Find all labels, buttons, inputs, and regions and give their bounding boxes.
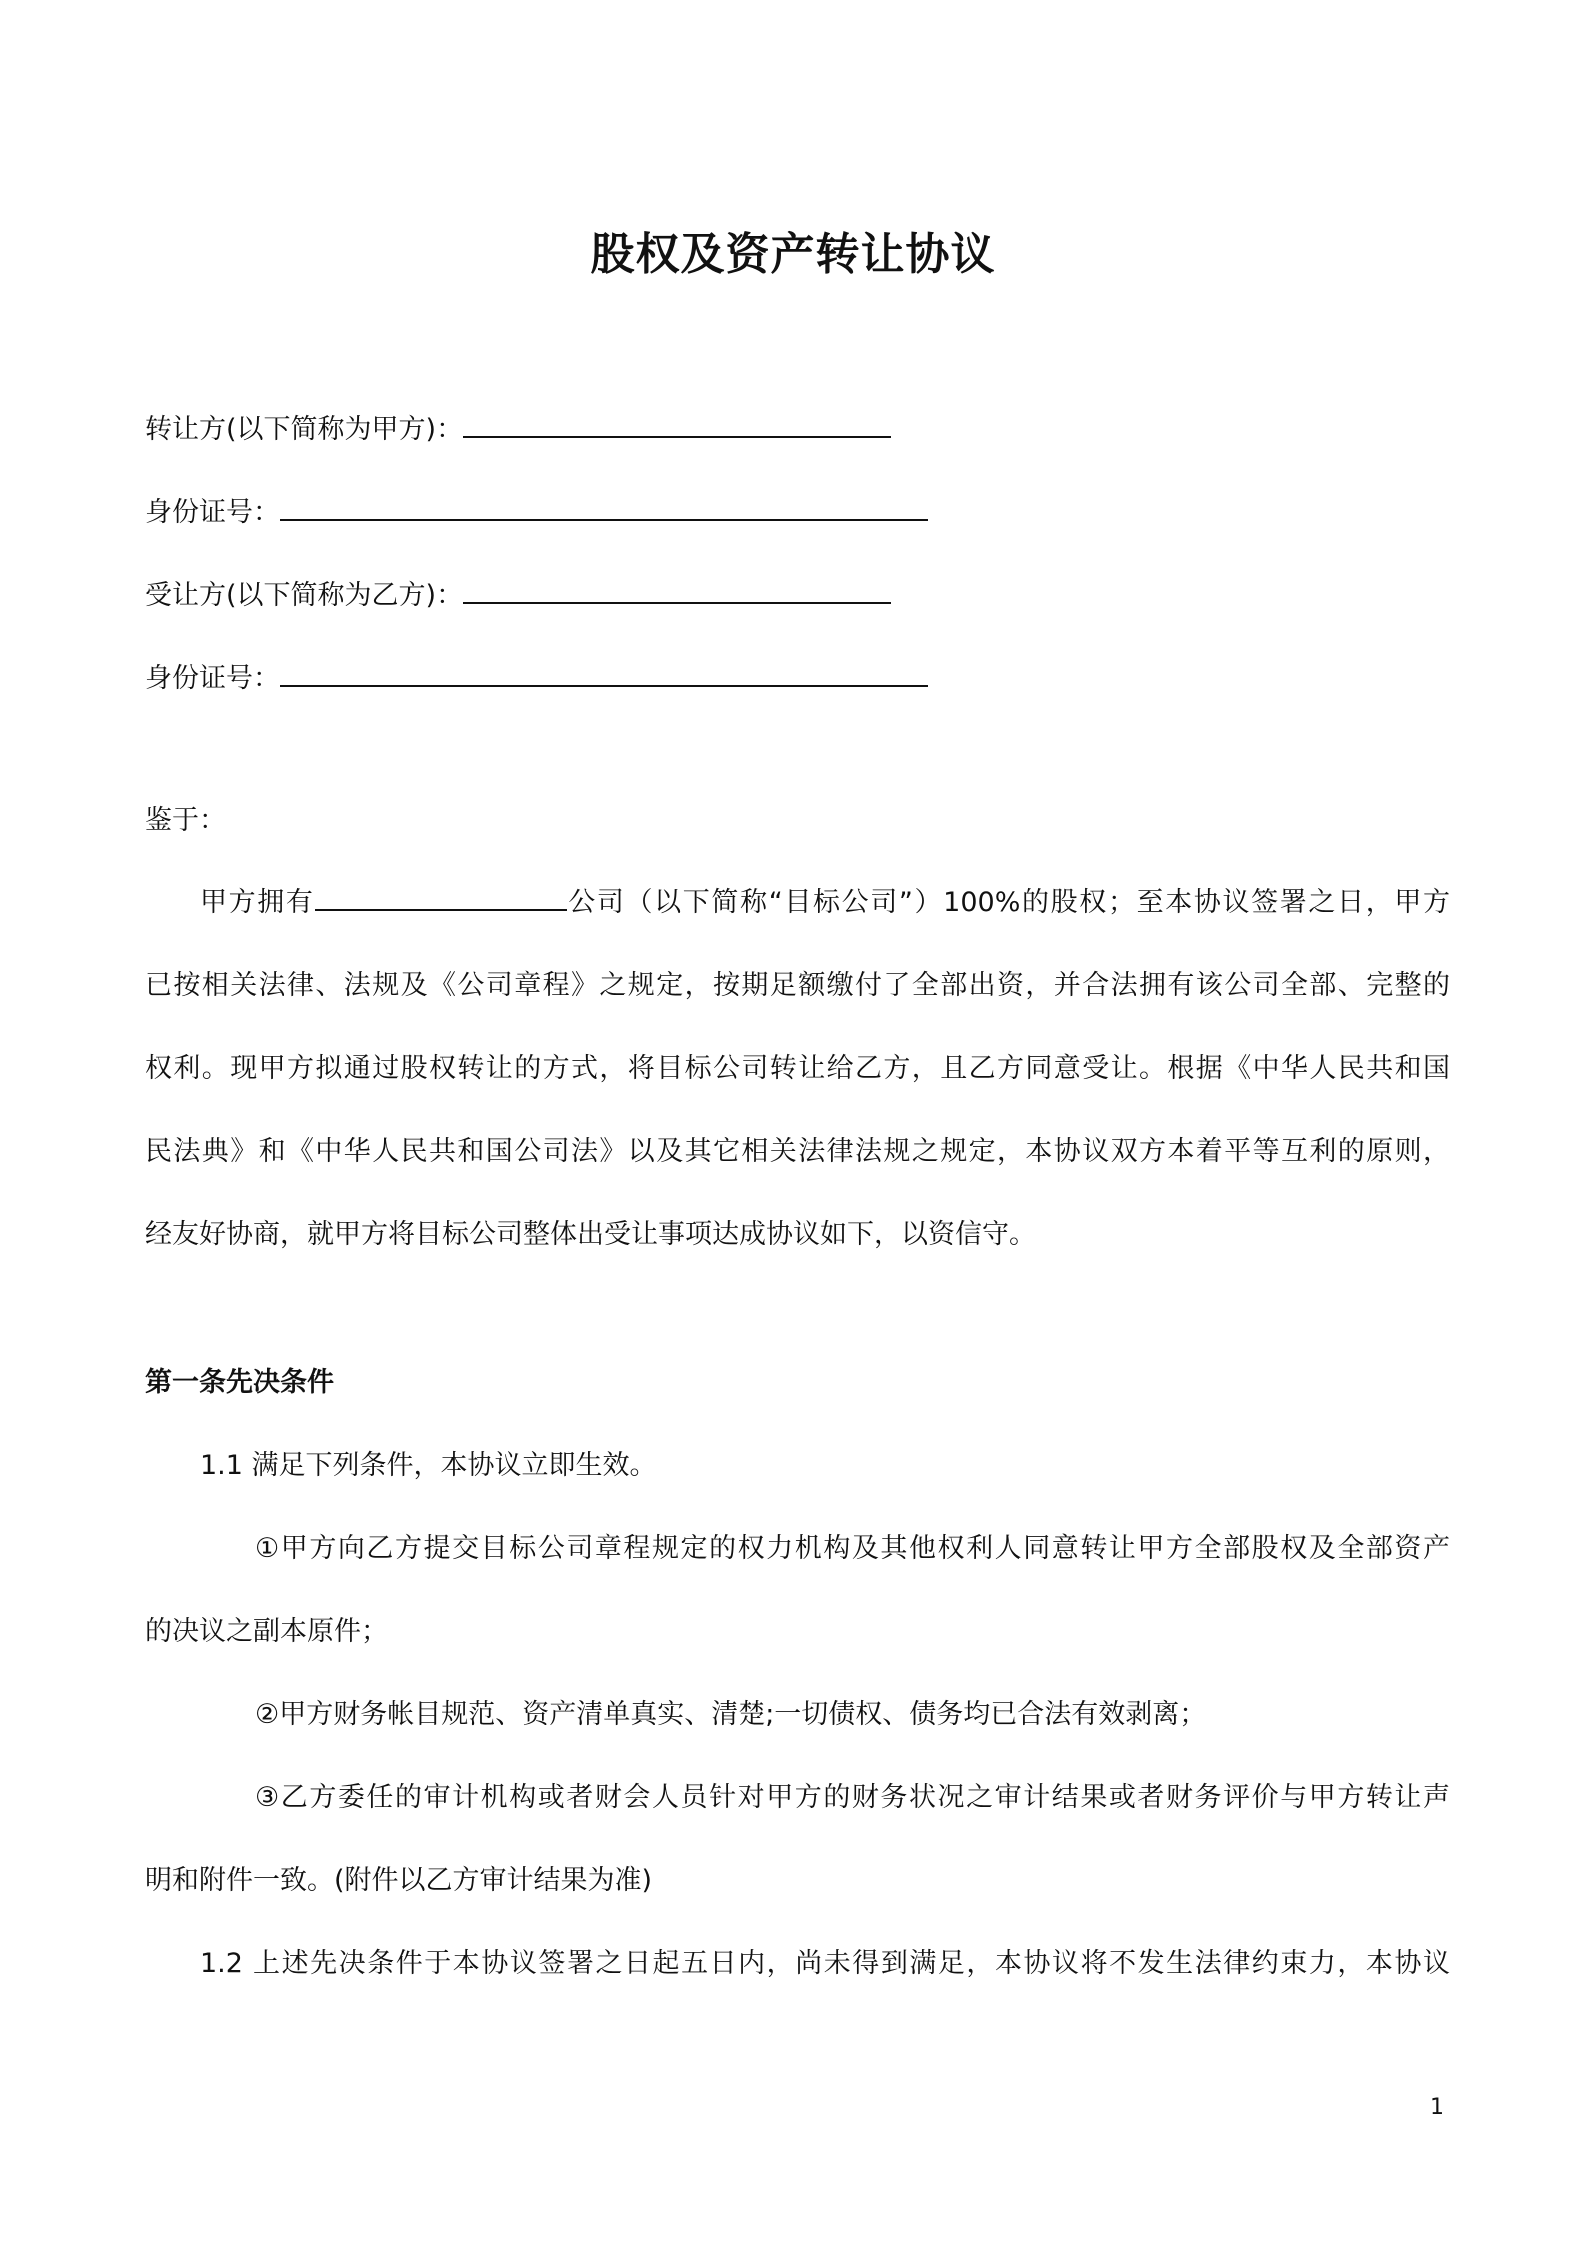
article-1-heading: 第一条先决条件 bbox=[145, 1367, 334, 1398]
transferee-id-field bbox=[145, 656, 928, 695]
clause-1-2: 1.2 上述先决条件于本协议签署之日起五日内，尚未得到满足，本协议将不发生法律约束力，本协议 bbox=[200, 1948, 1450, 1979]
recital-line-1b: 公司（以下简称“目标公司”）100%的股权；至本协议签署之日，甲方 bbox=[566, 887, 1451, 918]
item-1-line-1: ①甲方向乙方提交目标公司章程规定的权力机构及其他权利人同意转让甲方全部股权及全部资产 bbox=[255, 1533, 1450, 1564]
recital-line-3: 权利。现甲方拟通过股权转让的方式，将目标公司转让给乙方，且乙方同意受让。根据《中华人民共和国 bbox=[145, 1053, 1450, 1084]
document-title: 股权及资产转让协议 bbox=[590, 229, 996, 280]
transferor-id-label: 身份证号： bbox=[145, 497, 280, 528]
recital-line-1a: 甲方拥有 bbox=[200, 887, 315, 918]
company-name-blank[interactable] bbox=[315, 883, 567, 911]
transferor-id-field bbox=[145, 490, 928, 529]
clause-1-1: 1.1 满足下列条件，本协议立即生效。 bbox=[200, 1450, 657, 1481]
transferor-field bbox=[145, 407, 891, 446]
recital-line-5: 经友好协商，就甲方将目标公司整体出受让事项达成协议如下，以资信守。 bbox=[145, 1219, 1036, 1250]
item-3-line-2: 明和附件一致。(附件以乙方审计结果为准) bbox=[145, 1865, 653, 1896]
transferee-blank[interactable] bbox=[463, 576, 891, 604]
item-2: ②甲方财务帐目规范、资产清单真实、清楚;一切债权、债务均已合法有效剥离； bbox=[255, 1699, 1207, 1730]
item-3-line-1: ③乙方委任的审计机构或者财会人员针对甲方的财务状况之审计结果或者财务评价与甲方转让声 bbox=[255, 1782, 1450, 1813]
item-1-line-2: 的决议之副本原件； bbox=[145, 1616, 388, 1647]
transferee-id-blank[interactable] bbox=[280, 659, 928, 687]
recital-heading: 鉴于： bbox=[145, 805, 226, 836]
recital-line-1 bbox=[200, 880, 1450, 919]
transferor-label: 转让方(以下简称为甲方)： bbox=[145, 414, 464, 445]
transferee-id-label: 身份证号： bbox=[145, 663, 280, 694]
recital-line-2: 已按相关法律、法规及《公司章程》之规定，按期足额缴付了全部出资，并合法拥有该公司全部、完整的 bbox=[145, 970, 1450, 1001]
recital-line-4: 民法典》和《中华人民共和国公司法》以及其它相关法律法规之规定，本协议双方本着平等互利的原则， bbox=[145, 1136, 1450, 1167]
page-number: 1 bbox=[1430, 2095, 1444, 2120]
transferee-field bbox=[145, 573, 891, 612]
transferor-blank[interactable] bbox=[463, 410, 891, 438]
transferor-id-blank[interactable] bbox=[280, 493, 928, 521]
transferee-label: 受让方(以下简称为乙方)： bbox=[145, 580, 464, 611]
